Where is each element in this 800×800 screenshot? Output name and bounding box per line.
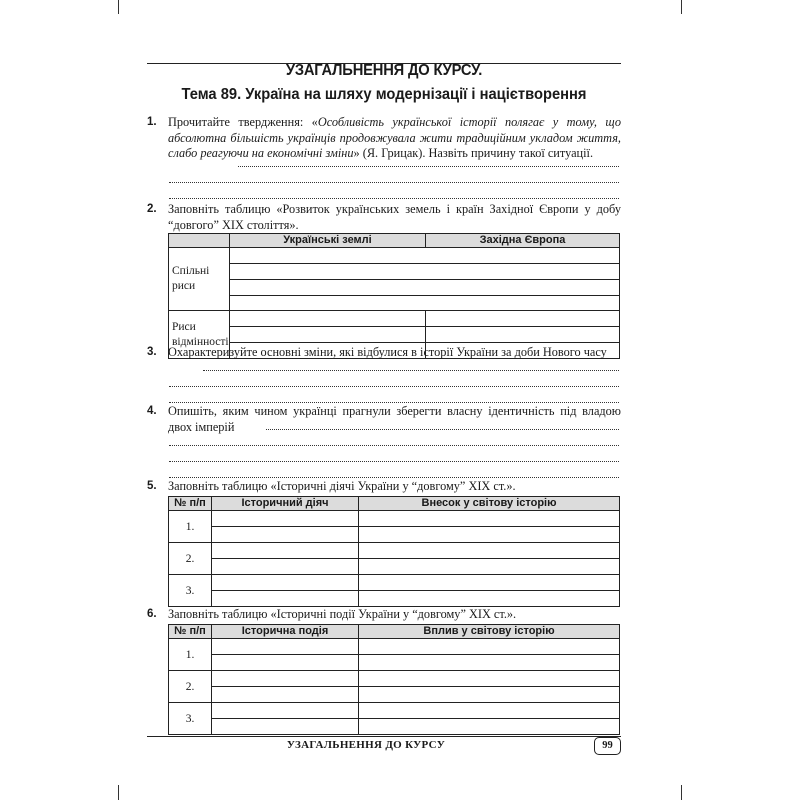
answer-cell[interactable] (359, 703, 620, 735)
answer-line[interactable] (230, 248, 619, 264)
task-text: Заповніть таблицю «Історичні події України у “довгому” XIX ст.». (168, 607, 517, 621)
row-number: 2. (169, 671, 212, 703)
row-label-diff: Риси відмінності (169, 311, 230, 359)
answer-cell[interactable] (359, 671, 620, 703)
answer-line[interactable] (230, 296, 619, 310)
task-text: Заповніть таблицю «Розвиток українських земель і країн Західної Європи у добу “довгого” XIX століття». (168, 202, 621, 232)
answer-cell[interactable] (230, 248, 620, 311)
task-text: Заповніть таблицю «Історичні діячі України у “довгому” XIX ст.». (168, 479, 516, 493)
answer-cell[interactable] (212, 639, 359, 671)
answer-cell[interactable] (359, 639, 620, 671)
column-header: Західна Європа (426, 234, 620, 248)
column-header: Вплив у світову історію (359, 625, 620, 639)
column-header: Внесок у світову історію (359, 497, 620, 511)
answer-line[interactable] (230, 280, 619, 296)
answer-line[interactable] (426, 311, 619, 327)
row-number: 1. (169, 511, 212, 543)
task-number: 5. (147, 480, 157, 492)
row-number: 2. (169, 543, 212, 575)
row-number: 1. (169, 639, 212, 671)
crop-mark-bottom-right-v (681, 785, 682, 800)
corner-header (169, 234, 230, 248)
answer-line[interactable] (230, 311, 425, 327)
task-number: 2. (147, 203, 157, 215)
answer-line[interactable] (230, 264, 619, 280)
page-number: 99 (594, 737, 621, 755)
answer-cell[interactable] (212, 543, 359, 575)
comparison-table (168, 233, 620, 359)
answer-line[interactable] (169, 170, 619, 183)
answer-line[interactable] (169, 433, 619, 446)
answer-cell[interactable] (359, 575, 620, 607)
section-title: УЗАГАЛЬНЕННЯ ДО КУРСУ. (285, 62, 483, 79)
task-number: 6. (147, 608, 157, 620)
events-table (168, 624, 620, 735)
task-number: 3. (147, 346, 157, 358)
running-footer-title: УЗАГАЛЬНЕННЯ ДО КУРСУ (286, 739, 446, 751)
column-header: Українські землі (230, 234, 426, 248)
crop-mark-top-right (681, 0, 682, 14)
task-6 (147, 607, 621, 623)
answer-line[interactable] (169, 449, 619, 462)
answer-line[interactable] (203, 358, 619, 371)
answer-line[interactable] (230, 327, 425, 343)
crop-mark-top-left (118, 0, 119, 14)
answer-line[interactable] (169, 374, 619, 387)
column-header: № п/п (169, 497, 212, 511)
column-header: Історичний діяч (212, 497, 359, 511)
answer-cell[interactable] (212, 575, 359, 607)
answer-line[interactable] (238, 154, 619, 167)
task-number: 1. (147, 116, 157, 128)
footer-rule (147, 736, 621, 737)
answer-cell[interactable] (212, 511, 359, 543)
answer-cell[interactable] (212, 671, 359, 703)
answer-cell[interactable] (212, 703, 359, 735)
task-text: Прочитайте твердження: «Особливість української історії полягає у тому, що абсолютна більшість українців продовжувала жити традиційним укладом життя, слабо реагуючи на економічні зміни» (Я. Грицак). Назвіть причину такої ситуації. (168, 115, 621, 160)
answer-cell[interactable] (359, 543, 620, 575)
answer-line[interactable] (169, 465, 619, 478)
figures-table (168, 496, 620, 607)
task-number: 4. (147, 405, 157, 417)
answer-line[interactable] (266, 417, 619, 430)
task-2 (147, 202, 621, 233)
answer-line[interactable] (169, 186, 619, 199)
column-header: № п/п (169, 625, 212, 639)
task-5 (147, 479, 621, 495)
answer-line[interactable] (426, 327, 619, 343)
answer-cell[interactable] (359, 511, 620, 543)
topic-title: Тема 89. Україна на шляху модернізації і націєтворення (181, 86, 587, 103)
task-text: Охарактеризуйте основні зміни, які відбулися в історії України за доби Нового часу (168, 345, 607, 359)
task-quote: Особливість української історії полягає у тому, що абсолютна більшість українців продовжувала жити традиційним укладом життя, слабо реагуючи на економічні зміни (168, 115, 621, 160)
row-number: 3. (169, 703, 212, 735)
row-label-common: Спільні риси (169, 248, 230, 311)
column-header: Історична подія (212, 625, 359, 639)
crop-mark-bottom-left-v (118, 785, 119, 800)
task-text: Опишіть, яким чином українці прагнули зберегти власну ідентичність під владою двох імперій (168, 404, 621, 434)
row-number: 3. (169, 575, 212, 607)
answer-line[interactable] (169, 390, 619, 403)
